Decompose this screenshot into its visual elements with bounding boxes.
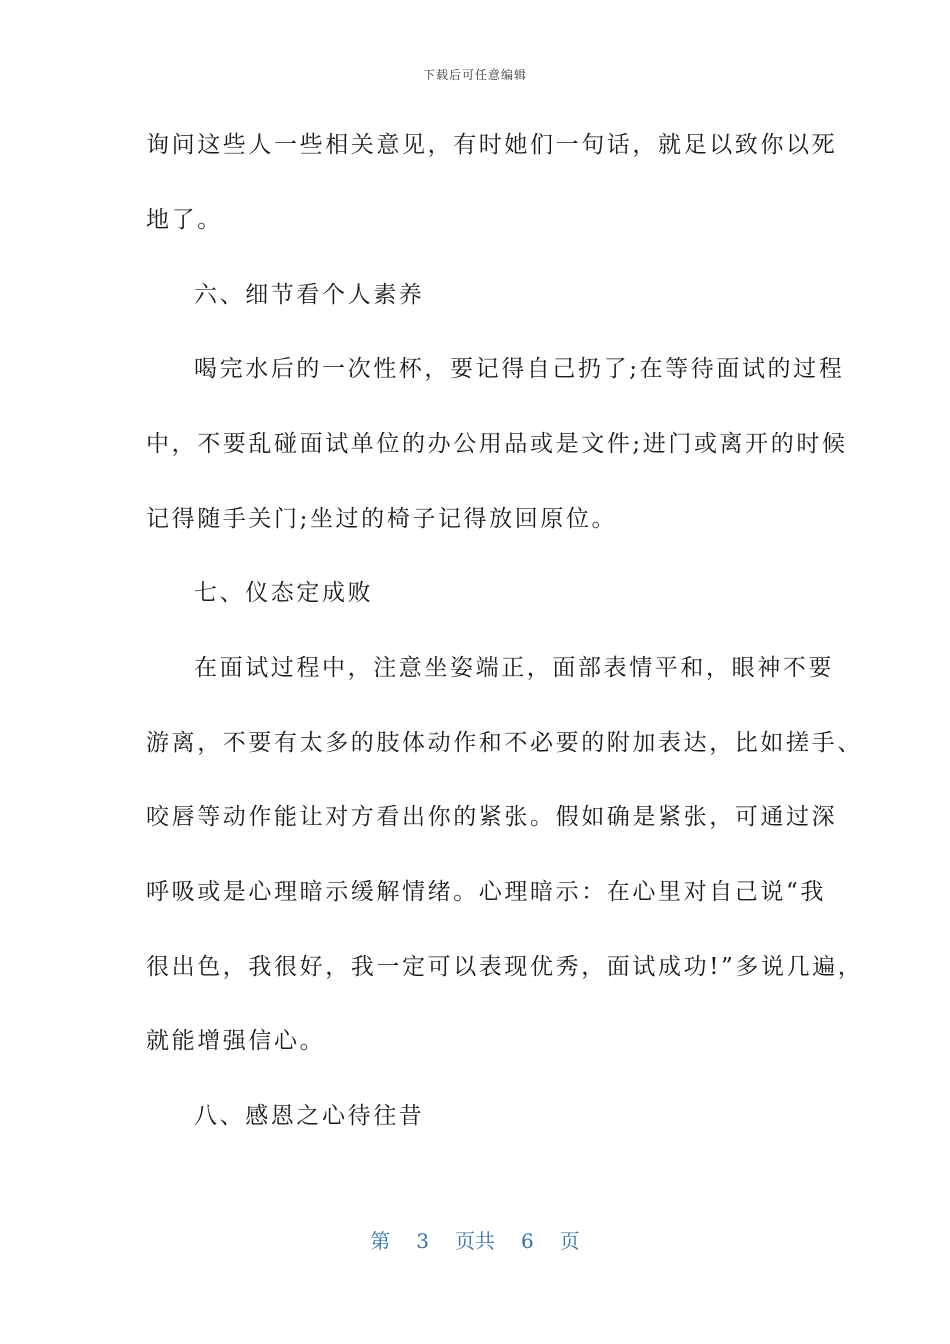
section-heading-8: 八、感恩之心待往昔 <box>194 1103 425 1129</box>
footer-di: 第 <box>370 1229 391 1253</box>
paragraph-line: 中，不要乱碰面试单位的办公用品或是文件;进门或离开的时候 <box>146 431 848 457</box>
paragraph-line: 询问这些人一些相关意见，有时她们一句话，就足以致你以死 <box>146 132 838 158</box>
footer-ye-gong: 页共 <box>455 1229 495 1253</box>
section-heading-7: 七、仪态定成败 <box>194 580 374 606</box>
page-number-footer <box>0 1225 950 1254</box>
paragraph-line: 呼吸或是心理暗示缓解情绪。心理暗示：在心里对自己说“我 <box>146 879 826 905</box>
paragraph-line: 游离，不要有太多的肢体动作和不必要的附加表达，比如搓手、 <box>146 730 863 756</box>
paragraph-line: 在面试过程中，注意坐姿端正，面部表情平和，眼神不要 <box>194 655 834 681</box>
paragraph-line: 就能增强信心。 <box>146 1028 326 1054</box>
section-heading-6: 六、细节看个人素养 <box>194 282 425 308</box>
paragraph-line: 地了。 <box>146 207 223 233</box>
paragraph-line: 喝完水后的一次性杯，要记得自己扔了;在等待面试的过程 <box>194 356 845 382</box>
footer-total-pages: 6 <box>521 1229 534 1253</box>
paragraph-line: 记得随手关门;坐过的椅子记得放回原位。 <box>146 506 618 532</box>
footer-current-page: 3 <box>416 1229 429 1253</box>
paragraph-line: 很出色，我很好，我一定可以表现优秀，面试成功!”多说几遍， <box>146 954 864 980</box>
footer-ye: 页 <box>559 1229 580 1253</box>
page-header: 下载后可任意编辑 <box>422 68 527 82</box>
paragraph-line: 咬唇等动作能让对方看出你的紧张。假如确是紧张，可通过深 <box>146 804 838 830</box>
